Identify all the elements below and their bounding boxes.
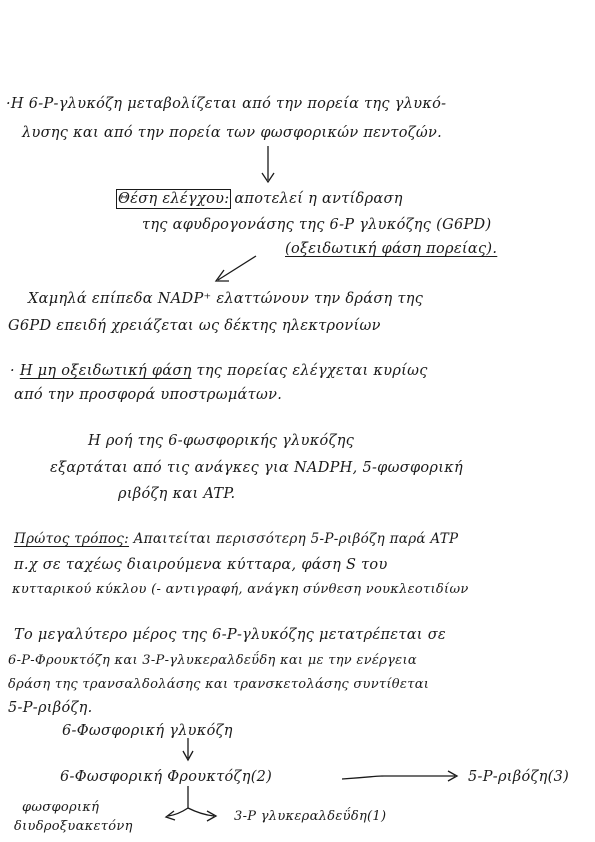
note-line: (οξειδωτική φάση πορείας). xyxy=(285,241,498,257)
note-line: Το μεγαλύτερο μέρος της 6-Ρ-γλυκόζης μετατρέπεται σε xyxy=(14,627,446,643)
note-line: ριβόζη και ATP. xyxy=(118,486,236,502)
scheme-g3p: 3-Ρ γλυκεραλδεΰδη(1) xyxy=(234,809,387,824)
arrow-down-2-icon xyxy=(183,738,193,760)
scheme-g6p: 6-Φωσφορική γλυκόζη xyxy=(62,723,233,739)
note-line: G6PD επειδή χρειάζεται ως δέκτης ηλεκτρονίων xyxy=(8,318,381,334)
note-text: της πορείας ελέγχεται κυρίως xyxy=(191,363,428,379)
note-line: 6-Ρ-Φρουκτόζη και 3-Ρ-γλυκεραλδεΰδη και με την ενέργεια xyxy=(8,653,417,668)
bullet: · xyxy=(10,363,20,379)
note-line xyxy=(10,362,428,380)
note-line: π.χ σε ταχέως διαιρούμενα κύτταρα, φάση S του xyxy=(14,557,388,573)
section-label: Πρώτος τρόπος: xyxy=(14,531,130,547)
note-line: ·Η 6-Ρ-γλυκόζη μεταβολίζεται από την πορεία της γλυκό- xyxy=(6,96,447,112)
note-line: κυτταρικού κύκλου (- αντιγραφή, ανάγκη σύνθεση νουκλεοτιδίων xyxy=(12,582,469,597)
section-label: Η μη οξειδωτική φάση xyxy=(19,363,192,379)
note-line: της αφυδρογονάσης της 6-Ρ γλυκόζης (G6PD) xyxy=(142,217,492,233)
note-line: Χαμηλά επίπεδα NADP⁺ ελαττώνουν την δράση της xyxy=(28,291,424,307)
note-line: Η ροή της 6-φωσφορικής γλυκόζης xyxy=(88,433,355,449)
note-line: δράση της τρανσαλδολάσης και τρανσκετολάσης συντίθεται xyxy=(8,677,430,692)
arrow-down-1-icon xyxy=(262,146,274,182)
note-line: 5-Ρ-ριβόζη. xyxy=(8,700,93,716)
note-line xyxy=(118,190,403,208)
note-line: εξαρτάται από τις ανάγκες για NADPH, 5-φωσφορική xyxy=(50,460,464,476)
scheme-r5p: 5-Ρ-ριβόζη(3) xyxy=(468,769,570,785)
scheme-dhap: διυδροξυακετόνη xyxy=(14,819,133,834)
arrow-diagonal-icon xyxy=(216,256,256,281)
note-line: λυσης και από την πορεία των φωσφορικών πεντοζών. xyxy=(22,125,443,141)
scheme-dhap: φωσφορική xyxy=(22,800,100,815)
note-line: από την προσφορά υποστρωμάτων. xyxy=(14,387,283,403)
section-label: Θέση ελέγχου: xyxy=(118,191,230,207)
arrow-right-icon xyxy=(342,771,457,781)
note-text: αποτελεί η αντίδραση xyxy=(229,191,403,207)
scheme-f6p: 6-Φωσφορική Φρουκτόζη(2) xyxy=(60,769,273,785)
note-line xyxy=(14,530,458,548)
arrow-split-icon xyxy=(166,786,216,821)
note-text: Απαιτείται περισσότερη 5-Ρ-ριβόζη παρά ATP xyxy=(129,531,459,547)
